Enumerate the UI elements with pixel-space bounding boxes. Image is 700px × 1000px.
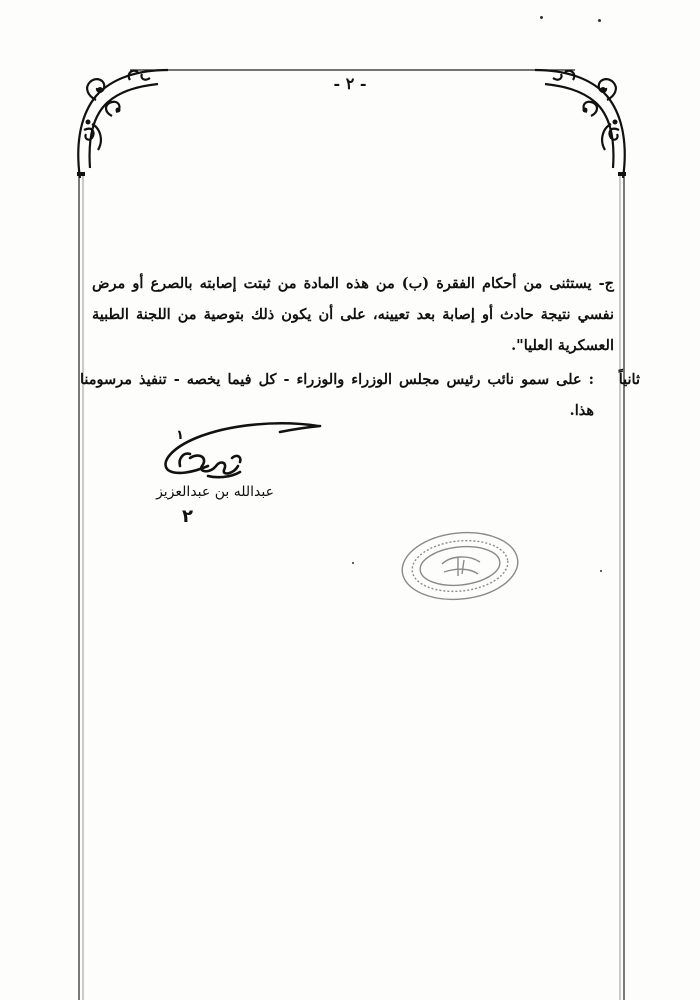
signature-icon bbox=[150, 418, 330, 484]
signatory-name: عبدالله بن عبدالعزيز bbox=[156, 484, 274, 500]
seal-icon bbox=[398, 528, 522, 604]
handwritten-mark-two: ٢ bbox=[182, 506, 193, 527]
section-two-text: : على سمو نائب رئيس مجلس الوزراء والوزراء - كل فيما يخصه - تنفيذ مرسومنا هذا. bbox=[80, 371, 594, 419]
handwritten-mark-one: ١ bbox=[176, 428, 184, 443]
clause-c bbox=[92, 268, 614, 361]
clause-c-text: ج- يستثنى من أحكام الفقرة (ب) من هذه المادة من ثبتت إصابته بالصرع أو مرض نفسي نتيجة حادث أو إصابة بعد تعيينه، على أن يكون ذلك بتوصية من اللجنة الطبية العسكرية العليا". bbox=[92, 275, 614, 354]
section-two bbox=[80, 364, 640, 426]
page-number: - ٢ - bbox=[333, 74, 367, 93]
section-two-label: ثانياً bbox=[618, 371, 640, 388]
